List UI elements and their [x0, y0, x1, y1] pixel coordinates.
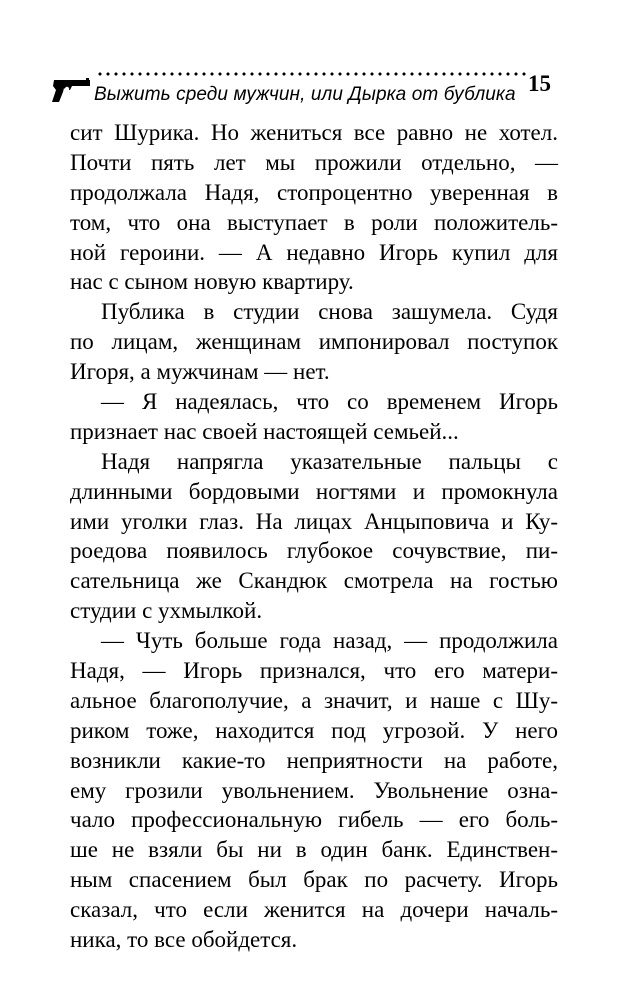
text-line: Почти пять лет мы прожили отдельно, — — [70, 149, 558, 175]
text-line: альное благополучие, а значит, и наше с Шу- — [70, 687, 558, 713]
body-text — [70, 118, 558, 955]
running-title: Выжить среди мужчин, или Дырка от бублика — [94, 84, 516, 105]
text-line: ему грозили увольнением. Увольнение озна- — [70, 777, 558, 803]
text-line: Надя напрягла указательные пальцы с — [101, 448, 558, 474]
text-line: длинными бордовыми ногтями и промокнула — [70, 478, 558, 504]
page-header — [50, 64, 560, 114]
text-line: нас с сыном новую квартиру. — [70, 269, 354, 295]
text-line: сит Шурика. Но жениться все равно не хотел. — [70, 120, 558, 145]
text-line: по лицам, женщинам импонировал поступок — [70, 329, 558, 355]
text-line: признает нас своей настоящей семьей... — [70, 418, 459, 444]
text-line: ими уголки глаз. На лицах Анцыповича и Ку- — [70, 508, 558, 534]
text-line: ника, то все обойдется. — [70, 927, 298, 953]
text-line: сказал, что если женится на дочери началь- — [70, 897, 558, 923]
text-line: роедова появилось глубокое сочувствие, пи- — [70, 538, 558, 564]
text-line: — Я надеялась, что со временем Игорь — [101, 389, 558, 415]
text-line: студии с ухмылкой. — [70, 598, 263, 624]
text-line: ным спасением был брак по расчету. Игорь — [70, 867, 558, 893]
text-line: Публика в студии снова зашумела. Судя — [101, 299, 558, 325]
page-number: 15 — [528, 71, 551, 96]
revolver-icon — [50, 76, 92, 104]
text-line: риком тоже, находится под угрозой. У него — [70, 717, 558, 743]
text-line: Игоря, а мужчинам — нет. — [70, 359, 330, 385]
text-line: — Чуть больше года назад, — продолжила — [101, 628, 558, 654]
text-line: ной героини. — А недавно Игорь купил для — [70, 239, 558, 265]
text-line: ше не взяли бы ни в один банк. Единствен- — [70, 837, 558, 863]
text-line: том, что она выступает в роли положитель- — [70, 209, 558, 235]
text-line: возникли какие-то неприятности на работе, — [70, 747, 558, 773]
text-line: Надя, — Игорь признался, что его матери- — [70, 658, 558, 684]
text-line: сательница же Скандюк смотрела на гостью — [70, 568, 558, 594]
text-line: чало профессиональную гибель — его боль- — [70, 807, 558, 833]
text-line: продолжала Надя, стопроцентно уверенная в — [70, 179, 558, 205]
header-dotted-rule — [96, 72, 526, 76]
